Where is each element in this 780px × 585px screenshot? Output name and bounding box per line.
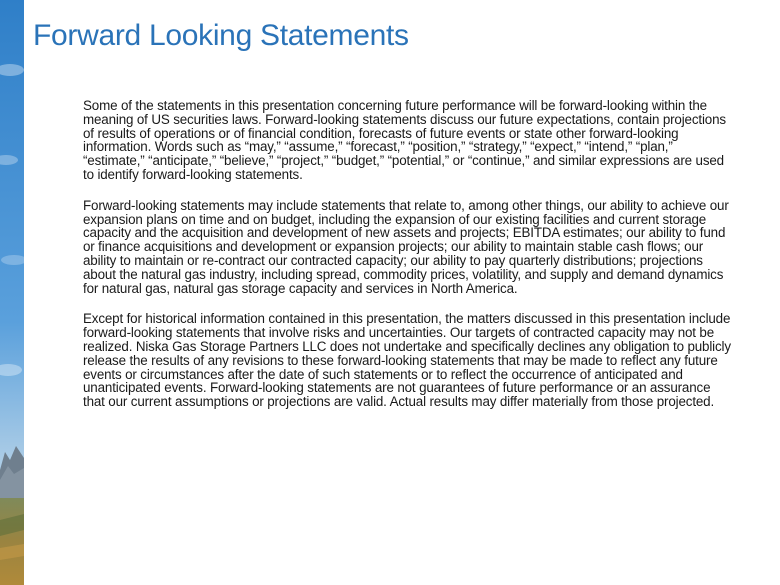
statement-body bbox=[83, 99, 735, 426]
paragraph-risks-uncertainties: Except for historical information contained in this presentation, the matters discussed in this presentation include forward-looking statements that involve risks and uncertainties. Our targets of contracted capacity may not be realized. Niska Gas Storage Partners LLC does not undertake and specifically declines any obligation to publicly release the results of any revisions to these forward-looking statements that may be made to reflect any future events or circumstances after the date of such statements or to reflect the occurrence of anticipated and unanticipated events. Forward-looking statements are not guarantees of future performance or an assurance that our current assumptions or projections are valid. Actual results may differ materially from those projected. bbox=[83, 311, 731, 410]
paragraph-statement-topics: Forward-looking statements may include statements that relate to, among other things, our ability to achieve our expansion plans on time and on budget, including the expansion of our existing facilities and current storage capacity and the acquisition and development of new assets and projects; EBITDA estimates; our ability to fund or finance acquisitions and development or expansion projects; our ability to maintain stable cash flows; our ability to maintain or re-contract our contracted capacity; our ability to pay quarterly distributions; projections about the natural gas industry, including spread, commodity prices, volatility, and supply and demand dynamics for natural gas, natural gas storage capacity and services in North America. bbox=[83, 197, 729, 296]
paragraph-securities-laws: Some of the statements in this presentation concerning future performance will be forward-looking within the meaning of US securities laws. Forward-looking statements discuss our future expectations, contain projections of results of operations or of financial condition, forecasts of future events or state other forward-looking information. Words such as “may,” “assume,” “forecast,” “position,” “strategy,” “expect,” “intend,” “plan,” “estimate,” “anticipate,” “believe,” “project,” “budget,” “potential,” or “continue,” and similar expressions are used to identify forward-looking statements. bbox=[83, 98, 726, 182]
landscape-photo-strip bbox=[0, 0, 24, 585]
page-title: Forward Looking Statements bbox=[33, 19, 409, 52]
